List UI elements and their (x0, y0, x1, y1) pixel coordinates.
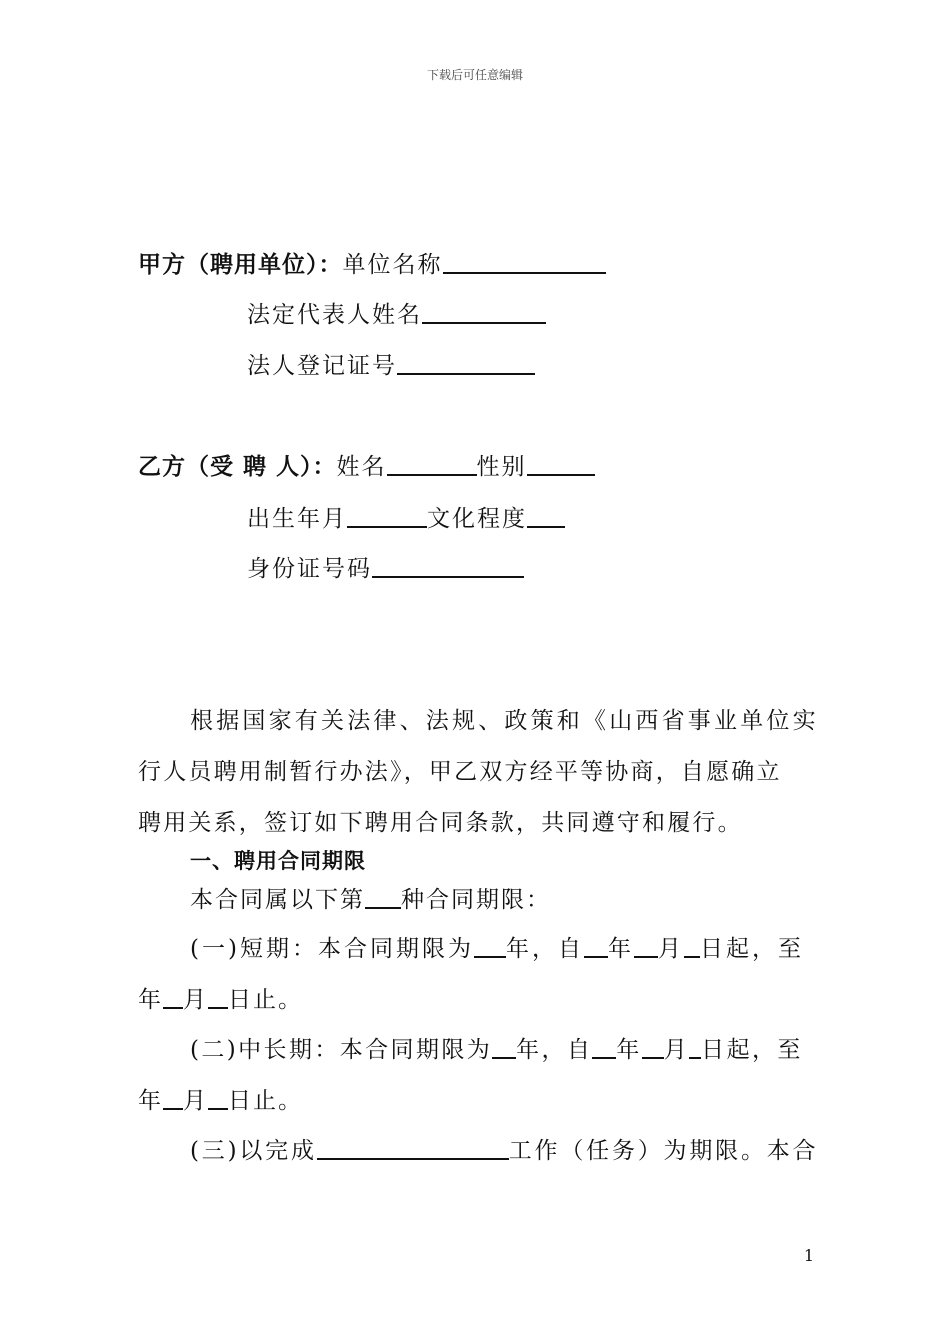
short-term-text-d: 月 (657, 936, 684, 962)
gender-label: 性别 (476, 454, 527, 480)
mid-term-line (190, 1035, 803, 1065)
page-number: 1 (803, 1246, 814, 1265)
short-start-year-blank[interactable] (584, 934, 608, 958)
id-no-blank[interactable] (372, 554, 524, 578)
mid-term-text-c: 年 (616, 1037, 642, 1063)
birth-label: 出生年月 (247, 506, 347, 532)
mid-term-text-d: 月 (663, 1037, 690, 1063)
unit-name-label: 单位名称 (342, 252, 443, 278)
term-type-blank[interactable] (365, 885, 401, 909)
intro-line-3: 聘用关系，签订如下聘用合同条款，共同遵守和履行。 (138, 810, 743, 836)
party-b-label: 乙方（受 聘 人）： (138, 454, 337, 480)
name-label: 姓名 (336, 454, 387, 480)
short-term-text-g: 月 (183, 987, 208, 1013)
short-term-line (190, 934, 804, 964)
short-end-month-blank[interactable] (163, 985, 183, 1009)
birth-blank[interactable] (347, 504, 427, 528)
unit-name-blank[interactable] (443, 250, 606, 274)
mid-years-blank[interactable] (492, 1035, 516, 1059)
mid-end-day-blank[interactable] (208, 1086, 228, 1110)
mid-start-month-blank[interactable] (642, 1035, 664, 1059)
short-start-month-blank[interactable] (634, 934, 658, 958)
id-no-label: 身份证号码 (247, 556, 372, 582)
term-type-line (190, 885, 551, 915)
short-term-text-f: 年 (138, 987, 163, 1013)
short-term-end-line (138, 985, 303, 1015)
task-blank[interactable] (317, 1136, 509, 1160)
legal-rep-line (247, 300, 546, 330)
reg-no-blank[interactable] (397, 351, 535, 375)
short-term-text-c: 年 (607, 936, 634, 962)
legal-rep-blank[interactable] (422, 300, 546, 324)
task-term-text-a: (三)以完成 (190, 1138, 317, 1164)
short-start-day-blank[interactable] (684, 934, 700, 958)
short-years-blank[interactable] (474, 934, 506, 958)
short-term-text-e: 日起，至 (699, 936, 804, 962)
party-b-line (138, 452, 595, 482)
task-term-line (190, 1136, 818, 1166)
short-term-text-h: 日止。 (228, 987, 303, 1013)
mid-start-day-blank[interactable] (689, 1035, 701, 1059)
mid-term-text-g: 月 (183, 1088, 208, 1114)
education-blank[interactable] (527, 504, 565, 528)
short-end-day-blank[interactable] (208, 985, 228, 1009)
term-type-text-b: 种合同期限： (401, 887, 551, 913)
name-blank[interactable] (387, 452, 477, 476)
reg-no-line (247, 351, 535, 381)
page-header: 下载后可任意编辑 (426, 68, 523, 82)
mid-term-text-f: 年 (138, 1088, 163, 1114)
birth-line (247, 504, 565, 534)
intro-line-1: 根据国家有关法律、法规、政策和《山西省事业单位实 (190, 708, 819, 734)
mid-end-month-blank[interactable] (163, 1086, 183, 1110)
education-label: 文化程度 (427, 506, 527, 532)
mid-term-text-e: 日起，至 (701, 1037, 803, 1063)
gender-blank[interactable] (527, 452, 595, 476)
mid-term-text-a: (二)中长期：本合同期限为 (190, 1037, 493, 1063)
id-line (247, 554, 524, 584)
party-a-unit-line (138, 250, 606, 280)
mid-start-year-blank[interactable] (592, 1035, 616, 1059)
section-1-title: 一、聘用合同期限 (190, 849, 366, 873)
term-type-text-a: 本合同属以下第 (190, 887, 365, 913)
intro-line-2: 行人员聘用制暂行办法》，甲乙双方经平等协商，自愿确立 (138, 759, 782, 785)
party-a-label: 甲方（聘用单位）： (138, 252, 343, 278)
short-term-text-b: 年，自 (505, 936, 584, 962)
legal-rep-label: 法定代表人姓名 (247, 302, 422, 328)
reg-no-label: 法人登记证号 (247, 353, 397, 379)
short-term-text-a: (一)短期：本合同期限为 (190, 936, 474, 962)
mid-term-text-h: 日止。 (228, 1088, 303, 1114)
mid-term-end-line (138, 1086, 303, 1116)
mid-term-text-b: 年，自 (516, 1037, 593, 1063)
task-term-text-b: 工作（任务）为期限。本合 (508, 1138, 819, 1164)
